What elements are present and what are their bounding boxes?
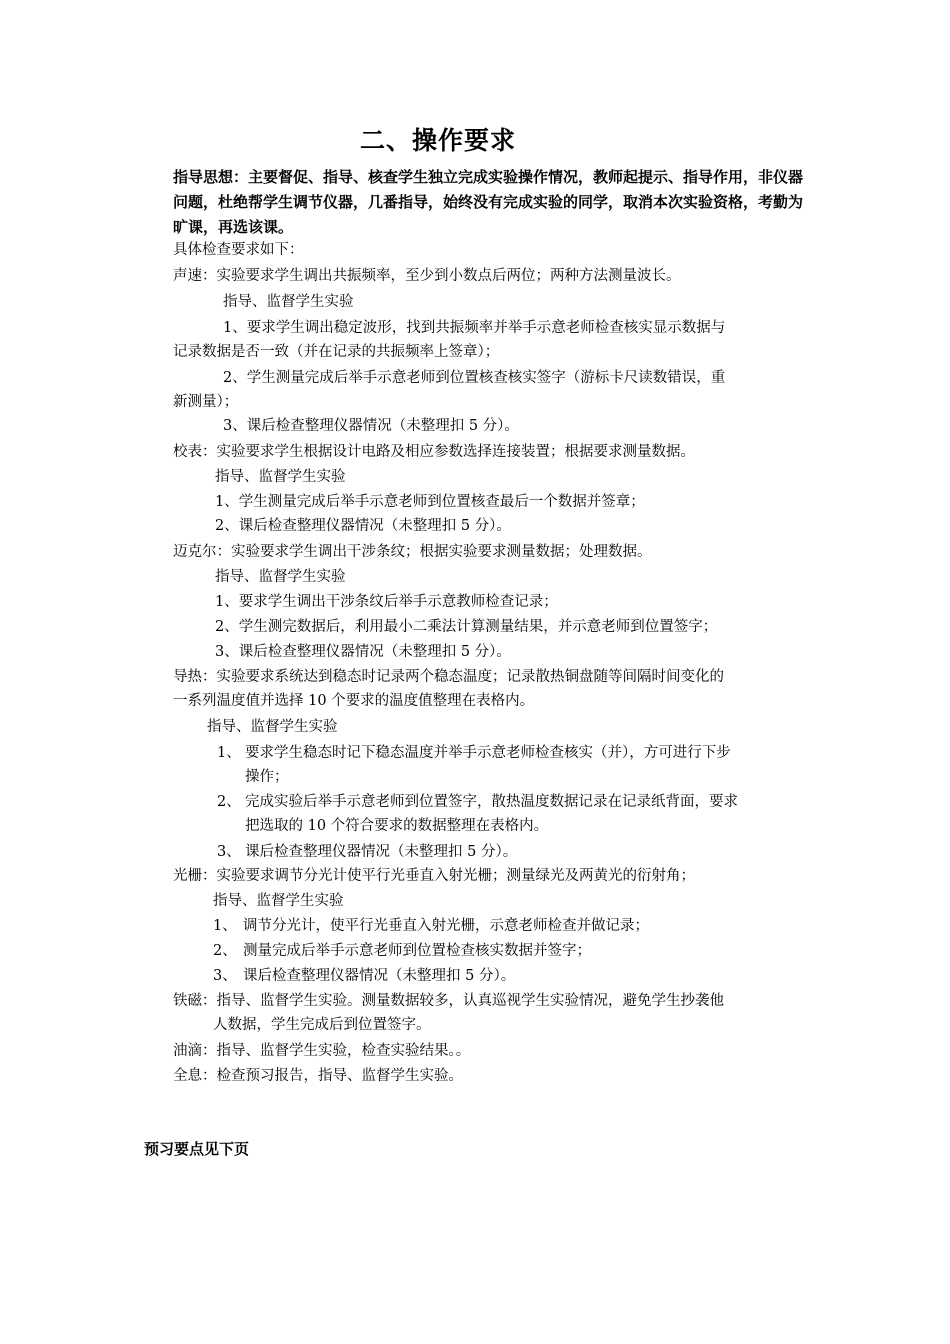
- heat-item-2-num: 2、: [217, 794, 241, 810]
- heat-heading-a: 导热：实验要求系统达到稳态时记录两个稳态温度；记录散热铜盘随等间隔时间变化的: [173, 669, 724, 685]
- grating-heading: 光栅：实验要求调节分光计使平行光垂直入射光栅；测量绿光及两黄光的衍射角；: [173, 868, 695, 884]
- meter-heading: 校表：实验要求学生根据设计电路及相应参数选择连接装置；根据要求测量数据。: [173, 444, 695, 460]
- grating-item-1: 调节分光计，使平行光垂直入射光栅，示意老师检查并做记录；: [243, 918, 649, 934]
- heat-item-2a: 完成实验后举手示意老师到位置签字，散热温度数据记录在记录纸背面，要求: [245, 794, 738, 810]
- michelson-item-1: 1、要求学生调出干涉条纹后举手示意教师检查记录；: [215, 594, 558, 610]
- heat-item-2b: 把选取的 10 个符合要求的数据整理在表格内。: [245, 818, 549, 834]
- heat-heading-b: 一系列温度值并选择 10 个要求的温度值整理在表格内。: [173, 693, 535, 709]
- holography-line: 全息：检查预习报告，指导、监督学生实验。: [173, 1068, 463, 1084]
- ferro-heading-b: 人数据，学生完成后到位置签字。: [213, 1017, 431, 1033]
- michelson-item-3: 3、课后检查整理仪器情况（未整理扣 5 分）。: [215, 644, 511, 660]
- heat-item-3: 课后检查整理仪器情况（未整理扣 5 分）。: [245, 844, 518, 860]
- sound-guide: 指导、监督学生实验: [223, 294, 354, 310]
- michelson-item-2: 2、学生测完数据后，利用最小二乘法计算测量结果，并示意老师到位置签字；: [215, 619, 718, 635]
- grating-guide: 指导、监督学生实验: [213, 893, 344, 909]
- heat-item-1b: 操作；: [245, 769, 289, 785]
- grating-item-3-num: 3、: [213, 968, 237, 984]
- heat-item-1a: 要求学生稳态时记下稳态温度并举手示意老师检查核实（并），方可进行下步: [245, 745, 731, 761]
- heat-guide: 指导、监督学生实验: [207, 719, 338, 735]
- next-page-note: 预习要点见下页: [144, 1140, 250, 1158]
- sound-item-1a: 1、要求学生调出稳定波形，找到共振频率并举手示意老师检查核实显示数据与: [223, 320, 726, 336]
- grating-item-3: 课后检查整理仪器情况（未整理扣 5 分）。: [243, 968, 516, 984]
- meter-item-2: 2、课后检查整理仪器情况（未整理扣 5 分）。: [215, 518, 511, 534]
- heat-item-1-num: 1、: [217, 745, 241, 761]
- guiding-principle: 指导思想：主要督促、指导、核查学生独立完成实验操作情况，教师起提示、指导作用，非仪器问题，杜绝帮学生调节仪器，几番指导，始终没有完成实验的同学，取消本次实验资格，考勤为旷课，再选该课。: [173, 168, 804, 236]
- sound-heading: 声速：实验要求学生调出共振频率，至少到小数点后两位；两种方法测量波长。: [173, 268, 681, 284]
- grating-item-1-num: 1、: [213, 918, 237, 934]
- meter-item-1: 1、学生测量完成后举手示意老师到位置核查最后一个数据并签章；: [215, 494, 645, 510]
- intro-line: 具体检查要求如下：: [173, 242, 304, 258]
- page-title: 二、操作要求: [359, 126, 516, 155]
- ferro-heading-a: 铁磁：指导、监督学生实验。测量数据较多，认真巡视学生实验情况，避免学生抄袭他: [173, 993, 724, 1009]
- sound-item-3: 3、课后检查整理仪器情况（未整理扣 5 分）。: [223, 418, 519, 434]
- grating-item-2-num: 2、: [213, 943, 237, 959]
- meter-guide: 指导、监督学生实验: [215, 469, 346, 485]
- michelson-guide: 指导、监督学生实验: [215, 569, 346, 585]
- oil-drop-line: 油滴：指导、监督学生实验，检查实验结果。。: [173, 1043, 471, 1059]
- michelson-heading: 迈克尔：实验要求学生调出干涉条纹；根据实验要求测量数据；处理数据。: [173, 544, 652, 560]
- grating-item-2: 测量完成后举手示意老师到位置检查核实数据并签字；: [243, 943, 591, 959]
- sound-item-2a: 2、学生测量完成后举手示意老师到位置核查核实签字（游标卡尺读数错误，重: [223, 370, 726, 386]
- heat-item-3-num: 3、: [217, 844, 241, 860]
- sound-item-1b: 记录数据是否一致（并在记录的共振频率上签章）；: [173, 344, 500, 360]
- sound-item-2b: 新测量）；: [173, 394, 239, 410]
